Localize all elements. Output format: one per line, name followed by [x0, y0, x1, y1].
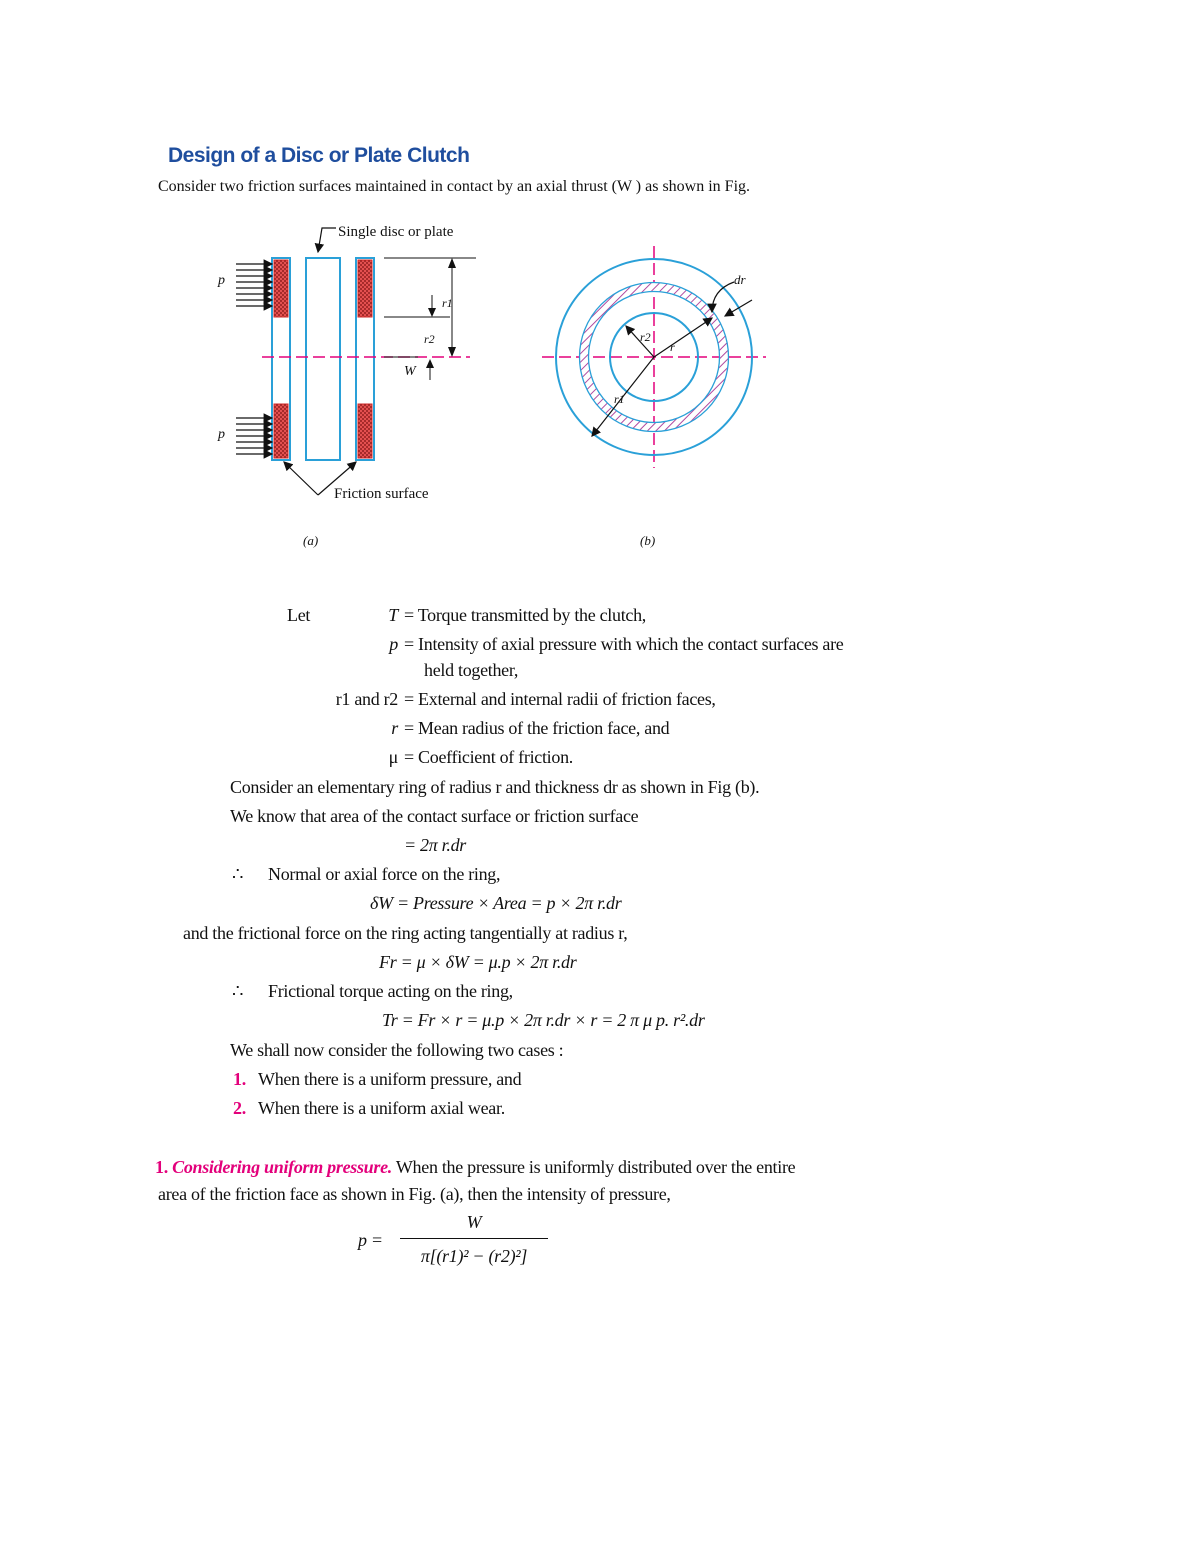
equation-p-denominator: π[(r1)² − (r2)²] [420, 1246, 528, 1266]
derivation-line5: Frictional torque acting on the ring, [268, 981, 513, 1001]
case1-number: 1. [233, 1069, 246, 1089]
section1-text1: When the pressure is uniformly distributed over the entire [395, 1157, 796, 1177]
fraction-bar [400, 1238, 548, 1239]
label-r2: r2 [424, 332, 435, 346]
section1-heading: Considering uniform pressure. [172, 1157, 392, 1177]
therefore-symbol-1: ∴ [232, 864, 244, 884]
section1-text2: area of the friction face as shown in Fig. (a), then the intensity of pressure, [158, 1184, 671, 1204]
figure-b [542, 246, 766, 468]
label-single-disc: Single disc or plate [338, 224, 454, 240]
label-r2-b: r2 [640, 330, 651, 344]
label-W: W [404, 364, 416, 379]
derivation-line6: We shall now consider the following two cases : [230, 1040, 564, 1060]
def-lhs-mu: μ [388, 747, 398, 767]
label-r1: r1 [442, 296, 453, 310]
def-rhs-r1r2: = External and internal radii of friction faces, [404, 689, 716, 709]
label-r1-b: r1 [614, 392, 625, 406]
section1-number: 1. [155, 1157, 168, 1177]
def-rhs-mu: = Coefficient of friction. [404, 747, 573, 767]
equation-dW: δW = Pressure × Area = p × 2π r.dr [370, 893, 622, 913]
case1-text: When there is a uniform pressure, and [258, 1069, 522, 1089]
section1-first-line [155, 1157, 795, 1178]
derivation-line3: Normal or axial force on the ring, [268, 864, 501, 884]
label-p-bottom: p [218, 427, 225, 442]
let-label: Let [287, 605, 311, 625]
derivation-line1: Consider an elementary ring of radius r and thickness dr as shown in Fig (b). [230, 777, 760, 797]
derivation-line4: and the frictional force on the ring acting tangentially at radius r, [183, 923, 628, 943]
equation-Tr: Tr = Fr × r = μ.p × 2π r.dr × r = 2 π μ p. r².dr [382, 1010, 705, 1030]
clutch-figure [0, 220, 1200, 560]
page-title: Design of a Disc or Plate Clutch [168, 144, 470, 167]
case2-text: When there is a uniform axial wear. [258, 1098, 505, 1118]
def-lhs-r: r [391, 718, 398, 738]
case2-number: 2. [233, 1098, 246, 1118]
def-rhs-p-cont: held together, [424, 660, 519, 680]
def-lhs-r1r2: r1 and r2 [335, 689, 398, 709]
equation-area: = 2π r.dr [404, 835, 466, 855]
def-lhs-p: p [389, 634, 398, 654]
caption-a: (a) [303, 533, 319, 548]
equation-p-numerator: W [466, 1212, 482, 1232]
def-rhs-p: = Intensity of axial pressure with which the contact surfaces are [404, 634, 844, 654]
derivation-line2: We know that area of the contact surface or friction surface [230, 806, 639, 826]
intro-paragraph: Consider two friction surfaces maintained in contact by an axial thrust (W ) as shown in Fig. [158, 178, 751, 195]
equation-p-lhs: p = [358, 1230, 383, 1250]
def-rhs-r: = Mean radius of the friction face, and [404, 718, 670, 738]
therefore-symbol-2: ∴ [232, 981, 244, 1001]
def-lhs-T: T [388, 605, 398, 625]
figure-a [236, 228, 476, 495]
label-friction-surface: Friction surface [334, 486, 429, 502]
equation-Fr: Fr = μ × δW = μ.p × 2π r.dr [379, 952, 577, 972]
label-dr: dr [734, 272, 746, 287]
def-rhs-T: = Torque transmitted by the clutch, [404, 605, 647, 625]
label-p-top: p [218, 273, 225, 288]
caption-b: (b) [640, 533, 656, 548]
label-r-b: r [670, 340, 675, 354]
